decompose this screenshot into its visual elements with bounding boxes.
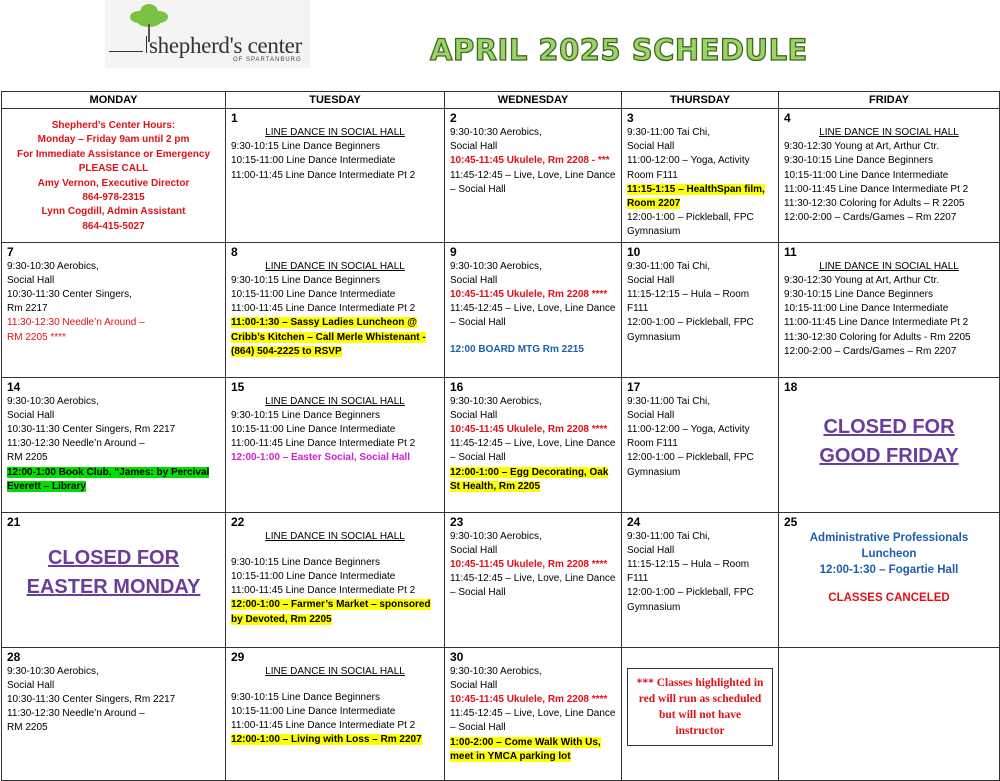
day-header-wednesday: WEDNESDAY bbox=[445, 92, 622, 109]
event: 11:45-12:45 – Live, Love, Line Dance – Social Hall bbox=[450, 708, 616, 734]
day-cell bbox=[622, 512, 779, 647]
day-cell bbox=[2, 377, 226, 512]
event-heading: LINE DANCE IN SOCIAL HALL bbox=[819, 260, 959, 272]
event: 9:30-10:15 Line Dance Beginners bbox=[231, 409, 380, 421]
day-number: 10 bbox=[627, 244, 641, 259]
day-cell bbox=[622, 109, 779, 243]
event: 11:30-12:30 Needle’n Around – bbox=[7, 708, 145, 720]
event: 10:15-11:00 Line Dance Intermediate bbox=[231, 706, 396, 718]
event-no-instructor: 10:45-11:45 Ukulele, Rm 2208 **** bbox=[450, 424, 608, 436]
event: 11:45-12:45 – Live, Love, Line Dance – Social Hall bbox=[450, 303, 616, 329]
event: Social Hall bbox=[7, 409, 55, 421]
event: 11:15-12:15 – Hula – Room F111 bbox=[627, 289, 750, 315]
event-heading: LINE DANCE IN SOCIAL HALL bbox=[819, 127, 959, 138]
event-highlighted: 12:00-1:00 – Farmer’s Market – sponsored by Devoted, Rm 2205 bbox=[231, 599, 431, 625]
day-number: 21 bbox=[7, 514, 21, 529]
day-cell bbox=[445, 647, 622, 780]
event: 9:30-11:00 Tai Chi, bbox=[627, 127, 711, 138]
closed-notice: CLOSED FOR EASTER MONDAY bbox=[26, 546, 201, 598]
event: Social Hall bbox=[627, 141, 675, 153]
schedule-table bbox=[1, 91, 1000, 781]
event: Social Hall bbox=[627, 274, 675, 286]
event-no-instructor: 10:45-11:45 Ukulele, Rm 2208 - *** bbox=[450, 155, 610, 167]
event: 9:30-10:15 Line Dance Beginners bbox=[231, 691, 380, 703]
event-special: 12:00-1:00 – Easter Social, Social Hall bbox=[231, 452, 410, 464]
event: 9:30-10:30 Aerobics, bbox=[450, 127, 542, 138]
day-number: 22 bbox=[231, 514, 245, 529]
day-cell bbox=[445, 109, 622, 243]
event: 11:30-12:30 Coloring for Adults – R 2205 bbox=[784, 198, 965, 210]
event-highlighted: 11:15-1:15 – HealthSpan film, Room 2207 bbox=[627, 183, 765, 210]
day-number: 28 bbox=[7, 649, 21, 664]
center-info-cell bbox=[2, 109, 226, 243]
event: 11:00-12:00 – Yoga, Activity Room F111 bbox=[627, 155, 750, 181]
event-highlighted: 12:00-1:00 – Egg Decorating, Oak St Health, Rm 2205 bbox=[450, 466, 609, 492]
event: 9:30-10:15 Line Dance Beginners bbox=[231, 556, 380, 568]
event: RM 2205 bbox=[7, 722, 48, 734]
event: 9:30-10:15 Line Dance Beginners bbox=[784, 289, 933, 301]
center-hours: Shepherd’s Center Hours: Monday – Friday 9am until 2 pm For Immediate Assistance or Emergency PLEASE CALL Amy Vernon, Executive Director 864-978-2315 Lynn Cogdill, Admin Assistant 864-415-5027 bbox=[16, 120, 211, 232]
event: 12:00-1:00 – Pickleball, FPC Gymnasium bbox=[627, 317, 754, 343]
event-highlighted: 12:00-1:00 Book Club, “James: by Percival Everett – Library bbox=[7, 466, 210, 492]
event: 10:15-11:00 Line Dance Intermediate bbox=[231, 155, 396, 167]
day-cell bbox=[226, 377, 445, 512]
logo-rule-vertical bbox=[146, 36, 147, 53]
event: 11:30-12:30 Needle’n Around – bbox=[7, 438, 145, 450]
week-row-1 bbox=[2, 109, 1000, 243]
event: Social Hall bbox=[450, 274, 498, 286]
event: 12:00-2:00 – Cards/Games – Rm 2207 bbox=[784, 345, 957, 357]
day-number: 30 bbox=[450, 649, 464, 664]
day-header-tuesday: TUESDAY bbox=[226, 92, 445, 109]
day-cell bbox=[226, 109, 445, 243]
event: 11:00-12:00 – Yoga, Activity Room F111 bbox=[627, 424, 750, 450]
event: 11:45-12:45 – Live, Love, Line Dance – Social Hall bbox=[450, 573, 616, 599]
event: Rm 2217 bbox=[7, 303, 48, 315]
day-cell bbox=[2, 512, 226, 647]
day-number: 8 bbox=[231, 244, 238, 259]
event: 11:00-11:45 Line Dance Intermediate Pt 2 bbox=[784, 183, 969, 195]
day-header-monday: MONDAY bbox=[2, 92, 226, 109]
event: 12:00-1:00 – Pickleball, FPC Gymnasium bbox=[627, 587, 754, 613]
event: 10:15-11:00 Line Dance Intermediate bbox=[231, 571, 396, 583]
logo-text: shepherd's center bbox=[149, 33, 302, 58]
day-cell bbox=[445, 377, 622, 512]
event: 11:45-12:45 – Live, Love, Line Dance – Social Hall bbox=[450, 169, 616, 195]
event: 10:30-11:30 Center Singers, Rm 2217 bbox=[7, 694, 176, 706]
event: 9:30-11:00 Tai Chi, bbox=[627, 395, 711, 407]
event: 10:15-11:00 Line Dance Intermediate bbox=[784, 169, 949, 181]
event: 11:00-11:45 Line Dance Intermediate Pt 2 bbox=[231, 720, 416, 732]
event: RM 2205 bbox=[7, 452, 48, 464]
event: 11:30-12:30 Coloring for Adults - Rm 2205 bbox=[784, 331, 971, 343]
event-no-instructor: RM 2205 **** bbox=[7, 331, 66, 343]
event: 10:15-11:00 Line Dance Intermediate bbox=[231, 424, 396, 436]
day-cell bbox=[445, 242, 622, 377]
day-number: 14 bbox=[7, 379, 21, 394]
event: 10:15-11:00 Line Dance Intermediate bbox=[231, 289, 396, 301]
event-heading: LINE DANCE IN SOCIAL HALL bbox=[265, 260, 405, 272]
event: 9:30-12:30 Young at Art, Arthur Ctr. bbox=[784, 141, 940, 153]
day-cell bbox=[622, 377, 779, 512]
event-heading: LINE DANCE IN SOCIAL HALL bbox=[265, 530, 405, 542]
day-number: 7 bbox=[7, 244, 14, 259]
event-no-instructor: 10:45-11:45 Ukulele, Rm 2208 **** bbox=[450, 694, 608, 706]
day-cell bbox=[2, 242, 226, 377]
empty-cell bbox=[779, 647, 1000, 780]
day-number: 29 bbox=[231, 649, 245, 664]
event: Social Hall bbox=[7, 679, 55, 691]
day-header-row bbox=[2, 92, 1000, 109]
event: Social Hall bbox=[7, 274, 55, 286]
event-heading: LINE DANCE IN SOCIAL HALL bbox=[265, 127, 405, 138]
day-cell bbox=[779, 512, 1000, 647]
day-header-friday: FRIDAY bbox=[779, 92, 1000, 109]
event: 12:00-2:00 – Cards/Games – Rm 2207 bbox=[784, 212, 957, 224]
day-number: 16 bbox=[450, 379, 464, 394]
day-number: 25 bbox=[784, 514, 798, 529]
week-row-3 bbox=[2, 377, 1000, 512]
event: 11:00-11:45 Line Dance Intermediate Pt 2 bbox=[231, 585, 416, 597]
day-number: 9 bbox=[450, 244, 457, 259]
event-no-instructor: 10:45-11:45 Ukulele, Rm 2208 **** bbox=[450, 559, 608, 571]
event: 9:30-10:30 Aerobics, bbox=[7, 665, 99, 677]
event: 12:00-1:00 – Pickleball, FPC Gymnasium bbox=[627, 452, 754, 478]
day-number: 3 bbox=[627, 111, 634, 125]
day-cell bbox=[779, 377, 1000, 512]
day-cell bbox=[779, 242, 1000, 377]
event: 9:30-11:00 Tai Chi, bbox=[627, 530, 711, 542]
event-no-instructor: 11:30-12:30 Needle’n Around – bbox=[7, 317, 145, 329]
day-cell bbox=[445, 512, 622, 647]
week-row-2 bbox=[2, 242, 1000, 377]
event-heading: LINE DANCE IN SOCIAL HALL bbox=[265, 665, 405, 677]
day-number: 2 bbox=[450, 111, 457, 125]
board-meeting: 12:00 BOARD MTG Rm 2215 bbox=[450, 343, 584, 355]
day-number: 18 bbox=[784, 379, 798, 394]
event: Social Hall bbox=[450, 409, 498, 421]
event: 10:30-11:30 Center Singers, Rm 2217 bbox=[7, 424, 176, 436]
event: 12:00-1:00 – Pickleball, FPC Gymnasium bbox=[627, 212, 754, 238]
day-number: 11 bbox=[784, 244, 797, 259]
note-cell bbox=[622, 647, 779, 780]
event: Social Hall bbox=[450, 544, 498, 556]
week-row-4 bbox=[2, 512, 1000, 647]
day-cell bbox=[226, 647, 445, 780]
center-logo bbox=[105, 0, 310, 68]
event: 11:00-11:45 Line Dance Intermediate Pt 2 bbox=[231, 303, 416, 315]
event: 9:30-10:30 Aerobics, bbox=[450, 530, 542, 542]
day-cell bbox=[226, 512, 445, 647]
event-highlighted: 11:00-1:30 – Sassy Ladies Luncheon @ Cribb’s Kitchen – Call Merle Whistenant - (864) 504-2225 to RSVP bbox=[231, 317, 426, 357]
day-number: 4 bbox=[784, 111, 791, 125]
event: 11:00-11:45 Line Dance Intermediate Pt 2 bbox=[231, 438, 416, 450]
luncheon-notice: Administrative Professionals Luncheon 12:00-1:30 – Fogartie Hall CLASSES CANCELED bbox=[784, 530, 994, 606]
closed-notice: CLOSED FOR GOOD FRIDAY bbox=[819, 415, 959, 467]
week-row-5 bbox=[2, 647, 1000, 780]
event: 10:15-11:00 Line Dance Intermediate bbox=[784, 303, 949, 315]
event: 9:30-10:15 Line Dance Beginners bbox=[231, 141, 380, 153]
day-cell bbox=[622, 242, 779, 377]
event: 11:45-12:45 – Live, Love, Line Dance – Social Hall bbox=[450, 438, 616, 464]
event: 11:00-11:45 Line Dance Intermediate Pt 2 bbox=[231, 169, 416, 181]
event: 11:15-12:15 – Hula – Room F111 bbox=[627, 559, 750, 585]
day-header-thursday: THURSDAY bbox=[622, 92, 779, 109]
event: Social Hall bbox=[450, 141, 498, 153]
day-number: 23 bbox=[450, 514, 464, 529]
event: 9:30-10:30 Aerobics, bbox=[450, 665, 542, 677]
event: 11:00-11:45 Line Dance Intermediate Pt 2 bbox=[784, 317, 969, 329]
event: 9:30-10:30 Aerobics, bbox=[7, 395, 99, 407]
logo-subtext: OF SPARTANBURG bbox=[233, 57, 302, 63]
red-class-note: *** Classes highlighted in red will run as scheduled but will not have instructor bbox=[627, 668, 773, 746]
event: 9:30-12:30 Young at Art, Arthur Ctr. bbox=[784, 274, 940, 286]
event: 9:30-11:00 Tai Chi, bbox=[627, 260, 711, 272]
event-no-instructor: 10:45-11:45 Ukulele, Rm 2208 **** bbox=[450, 289, 608, 301]
day-cell bbox=[2, 647, 226, 780]
classes-canceled: CLASSES CANCELED bbox=[828, 591, 950, 604]
day-cell bbox=[226, 242, 445, 377]
day-number: 24 bbox=[627, 514, 641, 529]
event: 9:30-10:15 Line Dance Beginners bbox=[784, 155, 933, 167]
day-number: 15 bbox=[231, 379, 245, 394]
event: 10:30-11:30 Center Singers, bbox=[7, 289, 132, 301]
event: 9:30-10:30 Aerobics, bbox=[7, 260, 99, 272]
event-highlighted: 1:00-2:00 – Come Walk With Us, meet in YMCA parking lot bbox=[450, 736, 601, 762]
event: 9:30-10:15 Line Dance Beginners bbox=[231, 274, 380, 286]
day-number: 1 bbox=[231, 111, 238, 125]
logo-rule bbox=[109, 51, 143, 52]
event-heading: LINE DANCE IN SOCIAL HALL bbox=[265, 395, 405, 407]
day-cell bbox=[779, 109, 1000, 243]
day-number: 17 bbox=[627, 379, 641, 394]
event-highlighted: 12:00-1:00 – Living with Loss – Rm 2207 bbox=[231, 734, 422, 746]
event: 9:30-10:30 Aerobics, bbox=[450, 395, 542, 407]
page-title: APRIL 2025 SCHEDULE bbox=[430, 33, 808, 67]
event: Social Hall bbox=[627, 544, 675, 556]
event: Social Hall bbox=[627, 409, 675, 421]
event: 9:30-10:30 Aerobics, bbox=[450, 260, 542, 272]
event: Social Hall bbox=[450, 679, 498, 691]
